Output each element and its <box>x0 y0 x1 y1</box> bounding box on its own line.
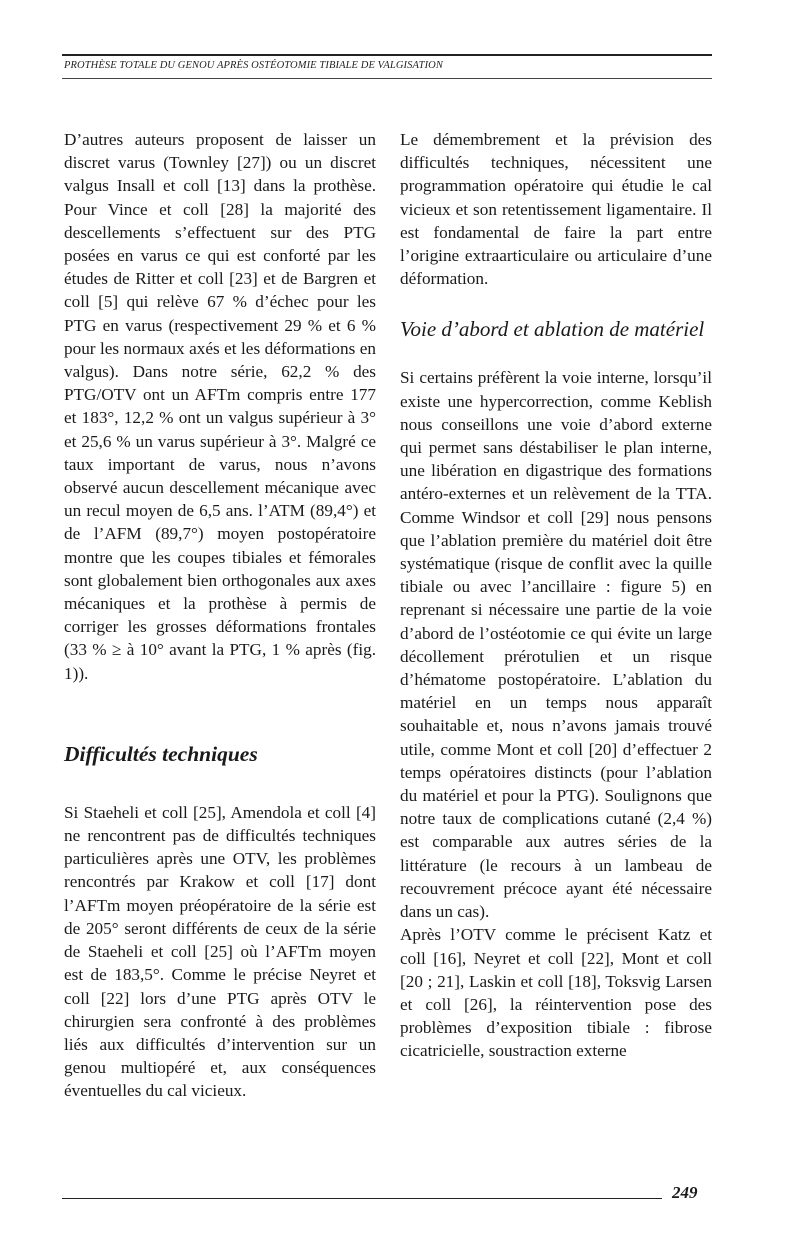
left-column <box>64 128 376 1103</box>
footer-rule <box>62 1198 662 1199</box>
running-title: PROTHÈSE TOTALE DU GENOU APRÈS OSTÉOTOMIE TIBIALE DE VALGISATION <box>64 60 443 71</box>
right-paragraph-3: Après l’OTV comme le précisent Katz et coll [16], Neyret et coll [22], Mont et coll [20 ; 21], Laskin et coll [18], Toksvig Larsen et coll [26], la réintervention pose des problèmes d’exposition tibiale : fibrose cicatricielle, soustraction externe <box>400 925 712 1061</box>
left-paragraph-2: Si Staeheli et coll [25], Amendola et coll [4] ne rencontrent pas de difficultés techniques particulières après une OTV, les problèmes rencontrés par Krakow et coll [17] dont l’AFTm moyen préopératoire de la série est de 205° seront différents de ceux de la série de Staeheli et coll [25] où l’AFTm moyen est de 183,5°. Comme le précise Neyret et coll [22] lors d’une PTG après OTV le chirurgien sera confronté à des problèmes liés aux difficultés d’intervention sur un genou multiopéré et, aux conséquences éventuelles du cal vicieux. <box>64 802 376 1101</box>
section-heading-difficultes: Difficultés techniques <box>64 741 258 766</box>
page-number: 249 <box>672 1183 698 1202</box>
right-column <box>400 128 712 1063</box>
header-rule-top <box>62 54 712 56</box>
right-paragraph-2: Si certains préfèrent la voie interne, lorsqu’il existe une hypercorrection, comme Keblish nous conseillons une voie d’abord externe qui permet sans déstabiliser le plan interne, une libération en digastrique des formations antéro-externes et un relèvement de la TTA. Comme Windsor et coll [29] nous pensons que l’ablation première du matériel doit être systématique (risque de conflit avec la quille tibiale ou avec l’ancillaire : figure 5) en reprenant si nécessaire une partie de la voie d’abord de l’ostéotomie ce qui évite un large décollement prérotulien et un risque d’hématome postopératoire. L’ablation du matériel en un temps nous apparaît souhaitable et, nous n’avons jamais trouvé utile, comme Mont et coll [20] d’effectuer 2 temps opératoires distincts (pour l’ablation du matériel et pour la PTG). Soulignons que notre taux de complications cutané (2,4 %) est comparable aux autres séries de la littérature (le recours à un lambeau de recouvrement précoce ayant été nécessaire dans un cas). <box>400 368 712 922</box>
left-paragraph-1: D’autres auteurs proposent de laisser un discret varus (Townley [27]) ou un discret valgus Insall et coll [13] dans la prothèse. Pour Vince et coll [28] la majorité des descellements s’effectuent sur des PTG posées en varus ce qui est conforté par les études de Ritter et coll [23] et de Bargren et coll [5] qui relève 67 % d’échec pour les PTG en varus (respectivement 29 % et 6 % pour les normaux axés et les déformations en valgus). Dans notre série, 62,2 % des PTG/OTV ont un AFTm compris entre 177 et 183°, 12,2 % ont un valgus supérieur à 3° et 25,6 % un varus supérieur à 3°. Malgré ce taux important de varus, nous n’avons observé aucun descellement mécanique avec un recul moyen de 6,5 ans. l’ATM (89,4°) et de l’AFM (89,7°) moyen postopératoire montre que les coupes tibiales et fémorales sont globalement bien orthogonales aux axes mécaniques et la prothèse à permis de corriger les grosses déformations frontales (33 % ≥ à 10° avant la PTG, 1 % après (fig. 1)). <box>64 130 376 683</box>
section-heading-voie-abord: Voie d’abord et ablation de matériel <box>400 317 705 342</box>
header-rule-bottom <box>62 78 712 79</box>
right-paragraph-1: Le démembrement et la prévision des difficultés techniques, nécessitent une programmation opératoire qui étudie le cal vicieux et son retentissement ligamentaire. Il est fondamental de faire la part entre l’origine extraarticulaire ou articulaire d’une déformation. <box>400 130 712 289</box>
